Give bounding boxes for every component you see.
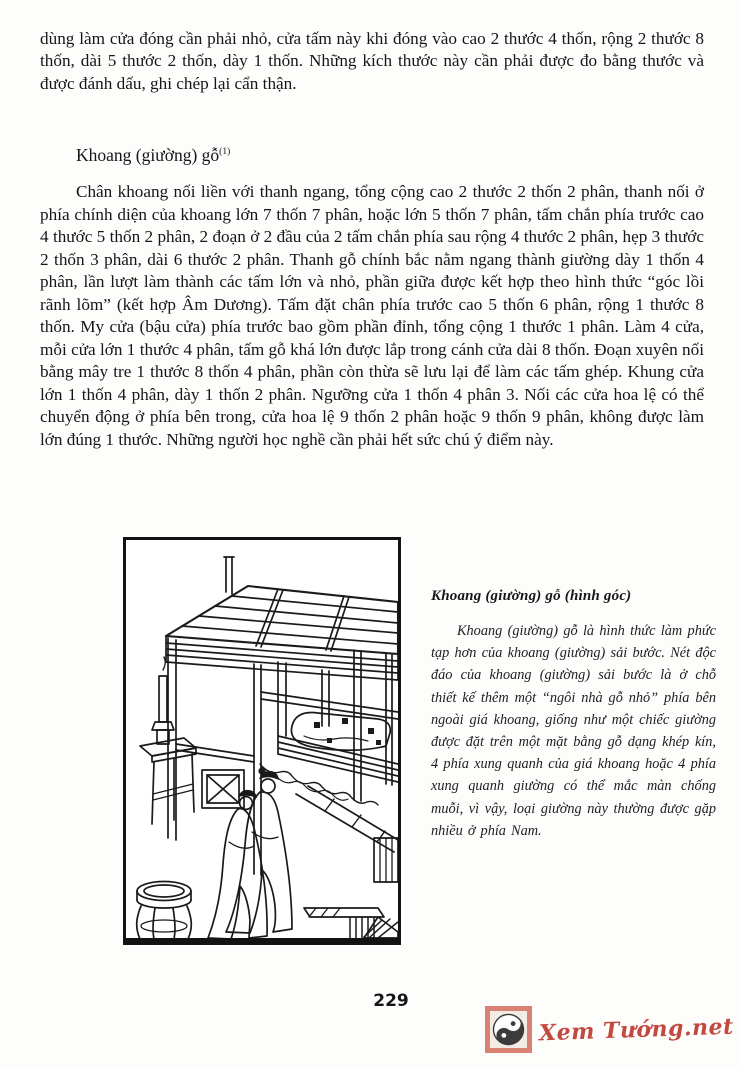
bed-illustration-frame bbox=[123, 537, 401, 945]
watermark-text: Xem Tướng.net bbox=[538, 1013, 735, 1046]
section-heading bbox=[76, 143, 230, 167]
figure-caption bbox=[431, 586, 716, 842]
page-number: 229 bbox=[373, 991, 409, 1011]
figure-caption-body: Khoang (giường) gỗ là hình thức làm phức tạp hơn của khoang (giường) sải bước. Nét độc đáo của khoang (giường) sải bước là ở chỗ thiết kế thêm một “ngôi nhà gỗ nhỏ” phía bên ngoài giá khoang, giống như một chiếc giường được đặt trên một mặt bằng gỗ dạng khép kín, 4 phía xung quanh của giá khoang hoặc 4 phía xung quanh giường có thể mắc màn chống muỗi, vì vậy, loại giường này thường được gặp nhiều ở phía Nam. bbox=[431, 623, 716, 839]
site-watermark bbox=[485, 1006, 734, 1053]
canopy-bed-illustration-icon bbox=[126, 540, 398, 938]
figure-caption-title: Khoang (giường) gỗ (hình góc) bbox=[431, 588, 632, 604]
footnote-marker: (1) bbox=[219, 147, 231, 158]
section-paragraph: Chân khoang nối liền với thanh ngang, tổng cộng cao 2 thước 2 thốn 2 phân, thanh nối ở phía chính diện của khoang lớn 7 thốn 7 phân, hoặc lớn 5 thốn 7 phân, tấm chắn phía trước cao 4 thước 5 thốn 2 phân, 2 đoạn ở 2 đầu của 2 tấm chắn phía sau rộng 4 thước 2 phân, hẹp 3 thước 2 thốn 3 phân, dài 6 thước 2 phân. Thanh gỗ chính bắc nằm ngang thành giường dày 1 thốn 4 phân, lần lượt làm thành các tấm lớn và nhỏ, phần giữa được kết hợp theo hình thức “góc lồi rãnh lõm” (kết hợp Âm Dương). Tấm đặt chân phía trước cao 5 thốn 6 phân, rộng 1 thước 8 thốn. My cửa (bậu cửa) phía trước bao gồm phần đỉnh, tổng cộng 1 thước 1 phân. Làm 4 cửa, mỗi cửa lớn 1 thước 4 phân, tấm gỗ khá lớn được lắp trong cánh cửa dài 8 thốn. Đoạn xuyên nối bằng mây tre 1 thước 8 thốn 4 phân, phần còn thừa sẽ lưu lại để làm các tấm ghép. Khung cửa lớn 1 thốn 4 phân, dày 1 thốn 2 phân. Ngưỡng cửa 1 thốn 4 phân 3. Nối các cửa hoa lệ có thể chuyển động ở phía bên trong, cửa hoa lệ 9 thốn 2 phân hoặc 9 thốn 9 phân, không được làm lớn đúng 1 thước. Những người học nghề cần phải hết sức chú ý điểm này. bbox=[40, 182, 704, 449]
section-heading-text: Khoang (giường) gỗ bbox=[76, 145, 220, 165]
intro-paragraph: dùng làm cửa đóng cần phải nhỏ, cửa tấm này khi đóng vào cao 2 thước 4 thốn, rộng 2 thước 8 thốn, dài 5 thước 2 thốn, dày 1 thốn. Những kích thước này cần phải được đo bằng thước và được đánh dấu, ghi chép lại cẩn thận. bbox=[40, 29, 704, 93]
yin-yang-icon bbox=[485, 1006, 532, 1053]
